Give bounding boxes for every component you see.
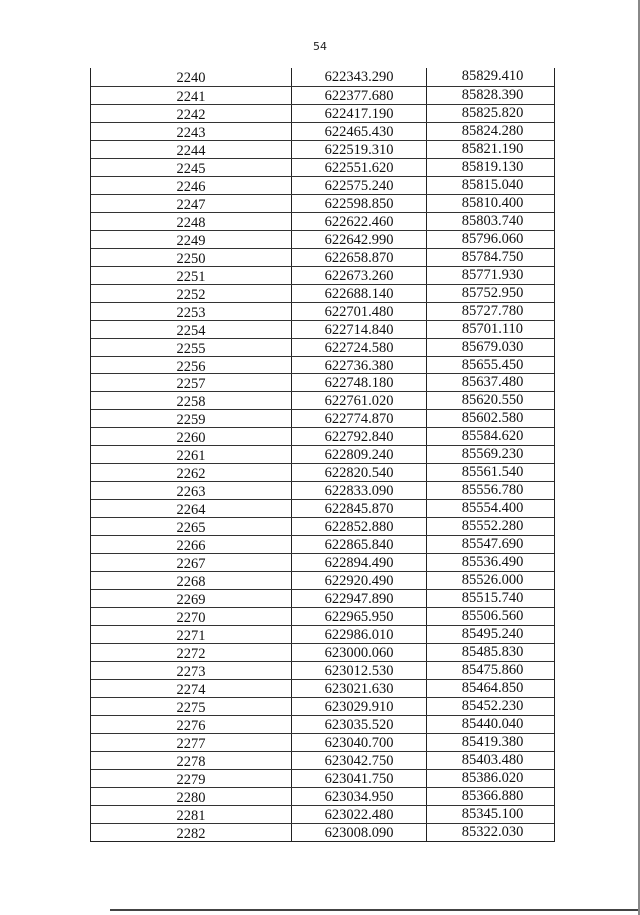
point-number-cell: 2271 bbox=[91, 626, 292, 643]
table-row bbox=[91, 463, 554, 481]
table-row bbox=[91, 751, 554, 769]
table-row bbox=[91, 266, 554, 284]
y-coordinate-cell: 85796.060 bbox=[461, 230, 524, 247]
x-coordinate-cell: 622774.870 bbox=[292, 410, 427, 427]
y-coordinate-cell: 85403.480 bbox=[461, 751, 524, 768]
x-coordinate-cell: 622845.870 bbox=[292, 500, 427, 517]
point-number-cell: 2246 bbox=[91, 177, 292, 194]
table-row bbox=[91, 86, 554, 104]
table-row bbox=[91, 715, 554, 733]
y-coordinate-cell: 85810.400 bbox=[461, 194, 524, 211]
y-coordinate-cell: 85495.240 bbox=[461, 626, 524, 643]
y-coordinate-cell: 85536.490 bbox=[461, 554, 524, 571]
table-row bbox=[91, 230, 554, 248]
y-coordinate-cell: 85561.540 bbox=[461, 464, 524, 481]
x-coordinate-cell: 622852.880 bbox=[292, 518, 427, 535]
point-number-cell: 2266 bbox=[91, 536, 292, 553]
x-coordinate-cell: 623000.060 bbox=[292, 644, 427, 661]
point-number-cell: 2262 bbox=[91, 464, 292, 481]
y-coordinate-cell: 85554.400 bbox=[461, 500, 524, 517]
table-row bbox=[91, 284, 554, 302]
table-row bbox=[91, 769, 554, 787]
x-coordinate-cell: 622947.890 bbox=[292, 590, 427, 607]
table-row bbox=[91, 212, 554, 230]
point-number-cell: 2281 bbox=[91, 806, 292, 823]
x-coordinate-cell: 622894.490 bbox=[292, 554, 427, 571]
point-number-cell: 2254 bbox=[91, 321, 292, 338]
table-row bbox=[91, 553, 554, 571]
x-coordinate-cell: 623035.520 bbox=[292, 716, 427, 733]
table-row bbox=[91, 607, 554, 625]
table-row bbox=[91, 104, 554, 122]
point-number-cell: 2263 bbox=[91, 482, 292, 499]
x-coordinate-cell: 622658.870 bbox=[292, 249, 427, 266]
point-number-cell: 2270 bbox=[91, 608, 292, 625]
point-number-cell: 2282 bbox=[91, 824, 292, 841]
table-row bbox=[91, 320, 554, 338]
x-coordinate-cell: 622417.190 bbox=[292, 105, 427, 122]
table-row bbox=[91, 68, 554, 86]
y-coordinate-cell: 85679.030 bbox=[461, 338, 524, 355]
point-number-cell: 2279 bbox=[91, 770, 292, 787]
x-coordinate-cell: 622688.140 bbox=[292, 285, 427, 302]
x-coordinate-cell: 622920.490 bbox=[292, 572, 427, 589]
y-coordinate-cell: 85620.550 bbox=[461, 392, 524, 409]
x-coordinate-cell: 622551.620 bbox=[292, 159, 427, 176]
point-number-cell: 2258 bbox=[91, 392, 292, 409]
point-number-cell: 2265 bbox=[91, 518, 292, 535]
x-coordinate-cell: 623021.630 bbox=[292, 680, 427, 697]
y-coordinate-cell: 85829.410 bbox=[461, 68, 524, 84]
table-row bbox=[91, 661, 554, 679]
x-coordinate-cell: 622736.380 bbox=[292, 357, 427, 374]
point-number-cell: 2242 bbox=[91, 105, 292, 122]
x-coordinate-cell: 622622.460 bbox=[292, 213, 427, 230]
table-row bbox=[91, 643, 554, 661]
y-coordinate-cell: 85637.480 bbox=[461, 374, 524, 391]
y-coordinate-cell: 85701.110 bbox=[461, 320, 524, 337]
x-coordinate-cell: 622519.310 bbox=[292, 141, 427, 158]
table-row bbox=[91, 571, 554, 589]
point-number-cell: 2245 bbox=[91, 159, 292, 176]
table-row bbox=[91, 679, 554, 697]
y-coordinate-cell: 85655.450 bbox=[461, 356, 524, 373]
table-row bbox=[91, 248, 554, 266]
table-row bbox=[91, 140, 554, 158]
x-coordinate-cell: 622820.540 bbox=[292, 464, 427, 481]
y-coordinate-cell: 85526.000 bbox=[461, 572, 524, 589]
y-coordinate-cell: 85547.690 bbox=[461, 536, 524, 553]
table-row bbox=[91, 373, 554, 391]
y-coordinate-cell: 85419.380 bbox=[461, 733, 524, 750]
x-coordinate-cell: 623041.750 bbox=[292, 770, 427, 787]
y-coordinate-cell: 85452.230 bbox=[461, 697, 524, 714]
y-coordinate-cell: 85584.620 bbox=[461, 428, 524, 445]
x-coordinate-cell: 622714.840 bbox=[292, 321, 427, 338]
x-coordinate-cell: 622724.580 bbox=[292, 339, 427, 356]
table-row bbox=[91, 158, 554, 176]
point-number-cell: 2260 bbox=[91, 428, 292, 445]
table-row bbox=[91, 194, 554, 212]
x-coordinate-cell: 622465.430 bbox=[292, 123, 427, 140]
x-coordinate-cell: 622792.840 bbox=[292, 428, 427, 445]
point-number-cell: 2250 bbox=[91, 249, 292, 266]
point-number-cell: 2255 bbox=[91, 339, 292, 356]
x-coordinate-cell: 622833.090 bbox=[292, 482, 427, 499]
point-number-cell: 2248 bbox=[91, 213, 292, 230]
x-coordinate-cell: 622965.950 bbox=[292, 608, 427, 625]
point-number-cell: 2252 bbox=[91, 285, 292, 302]
x-coordinate-cell: 622598.850 bbox=[292, 195, 427, 212]
point-number-cell: 2264 bbox=[91, 500, 292, 517]
point-number-cell: 2280 bbox=[91, 788, 292, 805]
point-number-cell: 2247 bbox=[91, 195, 292, 212]
y-coordinate-cell: 85727.780 bbox=[461, 302, 524, 319]
y-coordinate-cell: 85440.040 bbox=[461, 715, 524, 732]
point-number-cell: 2269 bbox=[91, 590, 292, 607]
y-coordinate-cell: 85828.390 bbox=[461, 86, 524, 103]
table-row bbox=[91, 391, 554, 409]
table-row bbox=[91, 733, 554, 751]
table-row bbox=[91, 535, 554, 553]
page-number: 54 bbox=[313, 40, 327, 53]
x-coordinate-cell: 622748.180 bbox=[292, 374, 427, 391]
point-number-cell: 2278 bbox=[91, 752, 292, 769]
y-coordinate-cell: 85784.750 bbox=[461, 248, 524, 265]
y-coordinate-cell: 85506.560 bbox=[461, 608, 524, 625]
table-row bbox=[91, 302, 554, 320]
point-number-cell: 2274 bbox=[91, 680, 292, 697]
y-coordinate-cell: 85815.040 bbox=[461, 176, 524, 193]
y-coordinate-cell: 85366.880 bbox=[461, 787, 524, 804]
point-number-cell: 2241 bbox=[91, 87, 292, 104]
y-coordinate-cell: 85386.020 bbox=[461, 769, 524, 786]
x-coordinate-cell: 623008.090 bbox=[292, 824, 427, 841]
y-coordinate-cell: 85485.830 bbox=[461, 644, 524, 660]
x-coordinate-cell: 622377.680 bbox=[292, 87, 427, 104]
y-coordinate-cell: 85803.740 bbox=[461, 212, 524, 229]
y-coordinate-cell: 85569.230 bbox=[461, 446, 524, 463]
point-number-cell: 2275 bbox=[91, 698, 292, 715]
table-row bbox=[91, 787, 554, 805]
point-number-cell: 2277 bbox=[91, 734, 292, 751]
x-coordinate-cell: 622865.840 bbox=[292, 536, 427, 553]
table-row bbox=[91, 805, 554, 823]
x-coordinate-cell: 623012.530 bbox=[292, 662, 427, 679]
x-coordinate-cell: 623029.910 bbox=[292, 698, 427, 715]
y-coordinate-cell: 85821.190 bbox=[461, 140, 524, 157]
y-coordinate-cell: 85345.100 bbox=[461, 805, 524, 822]
y-coordinate-cell: 85464.850 bbox=[461, 679, 524, 696]
y-coordinate-cell: 85322.030 bbox=[461, 823, 524, 840]
x-coordinate-cell: 623022.480 bbox=[292, 806, 427, 823]
point-number-cell: 2256 bbox=[91, 357, 292, 374]
table-row bbox=[91, 445, 554, 463]
x-coordinate-cell: 623034.950 bbox=[292, 788, 427, 805]
bottom-edge-rule bbox=[110, 909, 640, 911]
point-number-cell: 2268 bbox=[91, 572, 292, 589]
point-number-cell: 2249 bbox=[91, 231, 292, 248]
x-coordinate-cell: 622986.010 bbox=[292, 626, 427, 643]
x-coordinate-cell: 622343.290 bbox=[292, 68, 427, 86]
point-number-cell: 2251 bbox=[91, 267, 292, 284]
table-row bbox=[91, 122, 554, 140]
x-coordinate-cell: 622701.480 bbox=[292, 303, 427, 320]
y-coordinate-cell: 85475.860 bbox=[461, 661, 524, 678]
y-coordinate-cell: 85752.950 bbox=[461, 284, 524, 301]
x-coordinate-cell: 622642.990 bbox=[292, 231, 427, 248]
table-row bbox=[91, 589, 554, 607]
x-coordinate-cell: 622673.260 bbox=[292, 267, 427, 284]
point-number-cell: 2261 bbox=[91, 446, 292, 463]
y-coordinate-cell: 85552.280 bbox=[461, 518, 524, 535]
x-coordinate-cell: 622575.240 bbox=[292, 177, 427, 194]
x-coordinate-cell: 623040.700 bbox=[292, 734, 427, 751]
y-coordinate-cell: 85771.930 bbox=[461, 266, 524, 283]
y-coordinate-cell: 85515.740 bbox=[461, 590, 524, 607]
coordinate-table bbox=[90, 68, 555, 842]
table-row bbox=[91, 697, 554, 715]
point-number-cell: 2243 bbox=[91, 123, 292, 140]
point-number-cell: 2259 bbox=[91, 410, 292, 427]
point-number-cell: 2244 bbox=[91, 141, 292, 158]
point-number-cell: 2273 bbox=[91, 662, 292, 679]
point-number-cell: 2272 bbox=[91, 644, 292, 661]
y-coordinate-cell: 85824.280 bbox=[461, 122, 524, 139]
y-coordinate-cell: 85819.130 bbox=[461, 158, 524, 175]
y-coordinate-cell: 85825.820 bbox=[461, 104, 524, 121]
point-number-cell: 2276 bbox=[91, 716, 292, 733]
table-row bbox=[91, 481, 554, 499]
table-row bbox=[91, 176, 554, 194]
y-coordinate-cell: 85602.580 bbox=[461, 410, 524, 427]
y-coordinate-cell: 85556.780 bbox=[461, 482, 524, 499]
point-number-cell: 2267 bbox=[91, 554, 292, 571]
point-number-cell: 2240 bbox=[91, 68, 292, 86]
table-row bbox=[91, 625, 554, 643]
table-row bbox=[91, 517, 554, 535]
point-number-cell: 2257 bbox=[91, 374, 292, 391]
table-row bbox=[91, 338, 554, 356]
table-row bbox=[91, 427, 554, 445]
point-number-cell: 2253 bbox=[91, 303, 292, 320]
table-row bbox=[91, 409, 554, 427]
x-coordinate-cell: 622761.020 bbox=[292, 392, 427, 409]
table-row bbox=[91, 356, 554, 374]
table-row bbox=[91, 499, 554, 517]
x-coordinate-cell: 622809.240 bbox=[292, 446, 427, 463]
table-row bbox=[91, 823, 554, 841]
x-coordinate-cell: 623042.750 bbox=[292, 752, 427, 769]
